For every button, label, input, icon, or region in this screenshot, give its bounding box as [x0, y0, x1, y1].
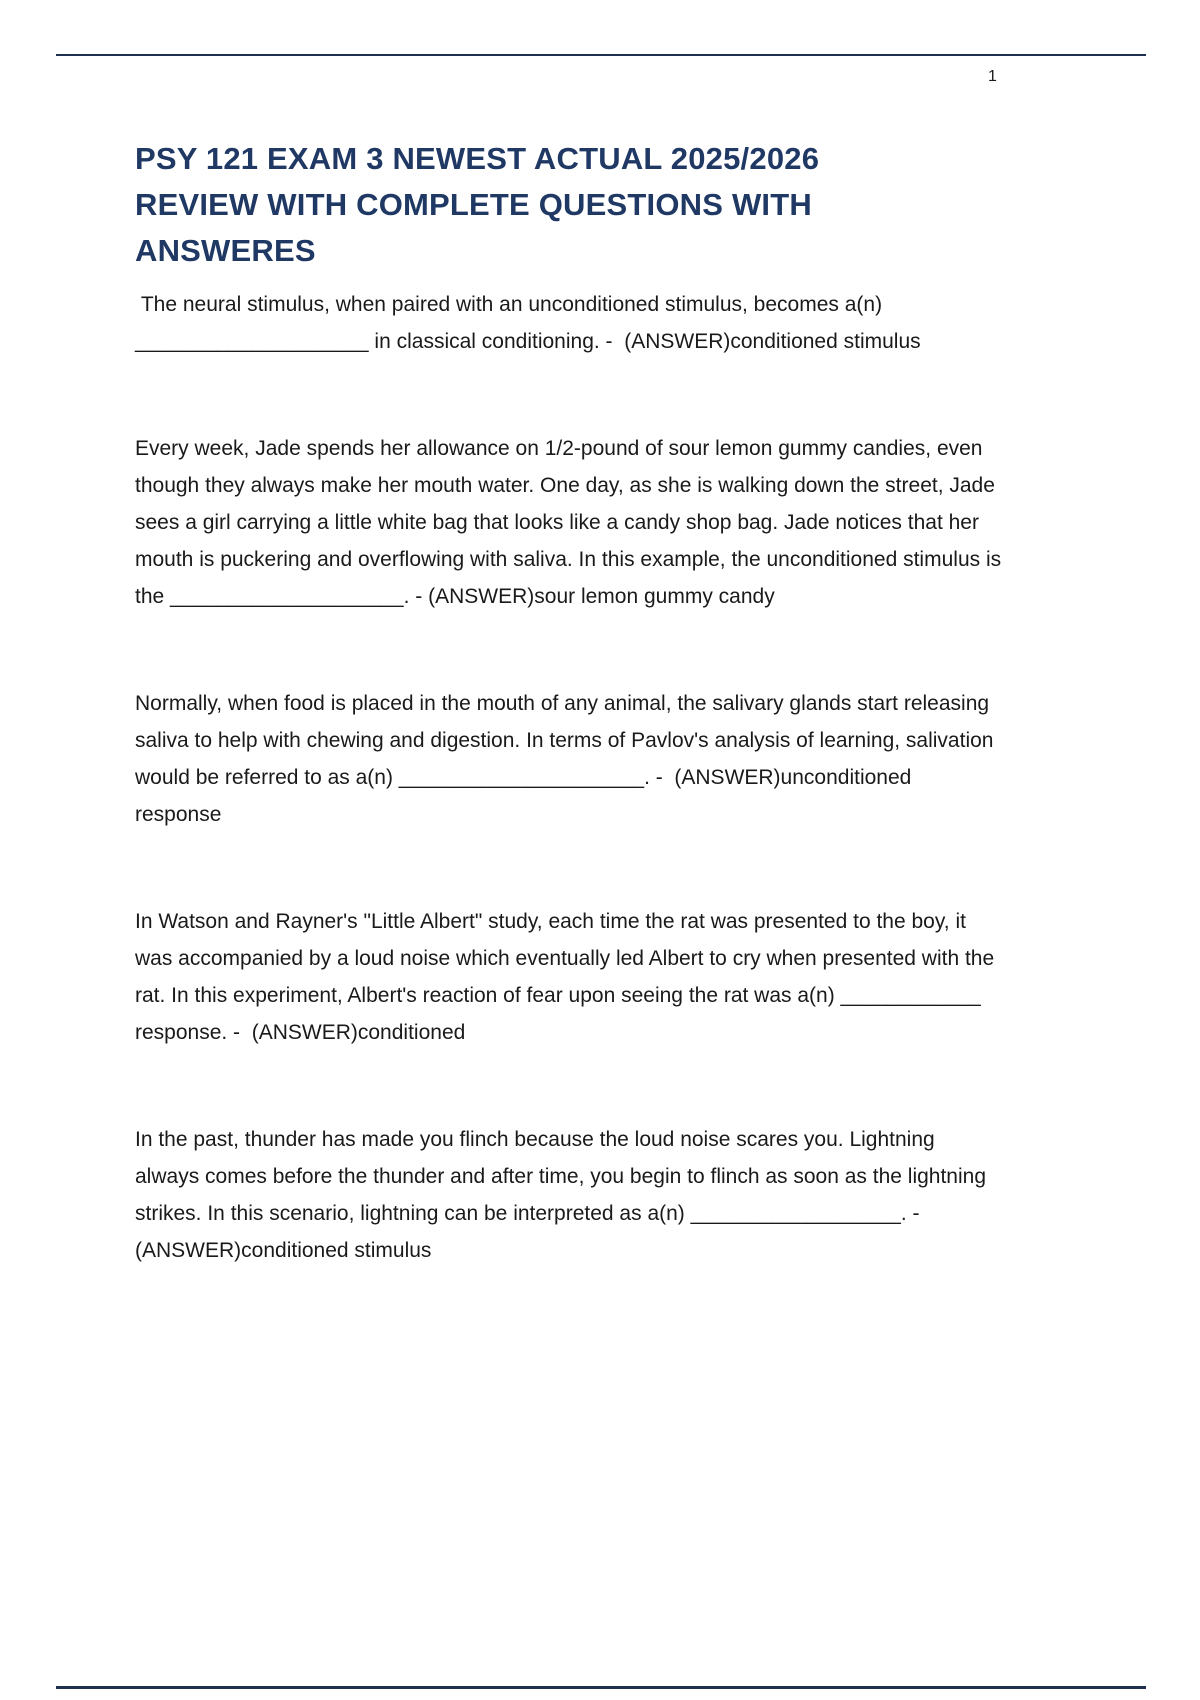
title-line-2: REVIEW WITH COMPLETE QUESTIONS WITH [135, 187, 812, 222]
document-content [135, 136, 1007, 1269]
question-1: The neural stimulus, when paired with an unconditioned stimulus, becomes a(n) ____________________ in classical conditioning. - (ANSWER)conditioned stimulus [135, 293, 921, 353]
bottom-rule [56, 1686, 1146, 1689]
page-number: 1 [988, 68, 997, 85]
question-4: In Watson and Rayner's "Little Albert" study, each time the rat was presented to the boy, it was accompanied by a loud noise which eventually led Albert to cry when presented with the rat. In this experiment, Albert's reaction of fear upon seeing the rat was a(n) ____________ response. - (ANSWER)conditioned [135, 910, 1001, 1044]
title-line-1: PSY 121 EXAM 3 NEWEST ACTUAL 2025/2026 [135, 141, 820, 176]
title-line-3: ANSWERES [135, 233, 316, 268]
top-rule [56, 54, 1146, 56]
document-title [135, 136, 1003, 274]
question-2: Every week, Jade spends her allowance on 1/2-pound of sour lemon gummy candies, even though they always make her mouth water. One day, as she is walking down the street, Jade sees a girl carrying a little white bag that looks like a candy shop bag. Jade notices that her mouth is puckering and overflowing with saliva. In this example, the unconditioned stimulus is the ____________________. - (ANSWER)sour lemon gummy candy [135, 437, 1007, 608]
question-5: In the past, thunder has made you flinch because the loud noise scares you. Lightning always comes before the thunder and after time, you begin to flinch as soon as the lightning strikes. In this scenario, lightning can be interpreted as a(n) __________________. - (ANSWER)conditioned stimulus [135, 1128, 992, 1262]
question-3: Normally, when food is placed in the mouth of any animal, the salivary glands start releasing saliva to help with chewing and digestion. In terms of Pavlov's analysis of learning, salivation would be referred to as a(n) _____________________. - (ANSWER)unconditioned response [135, 692, 1000, 826]
